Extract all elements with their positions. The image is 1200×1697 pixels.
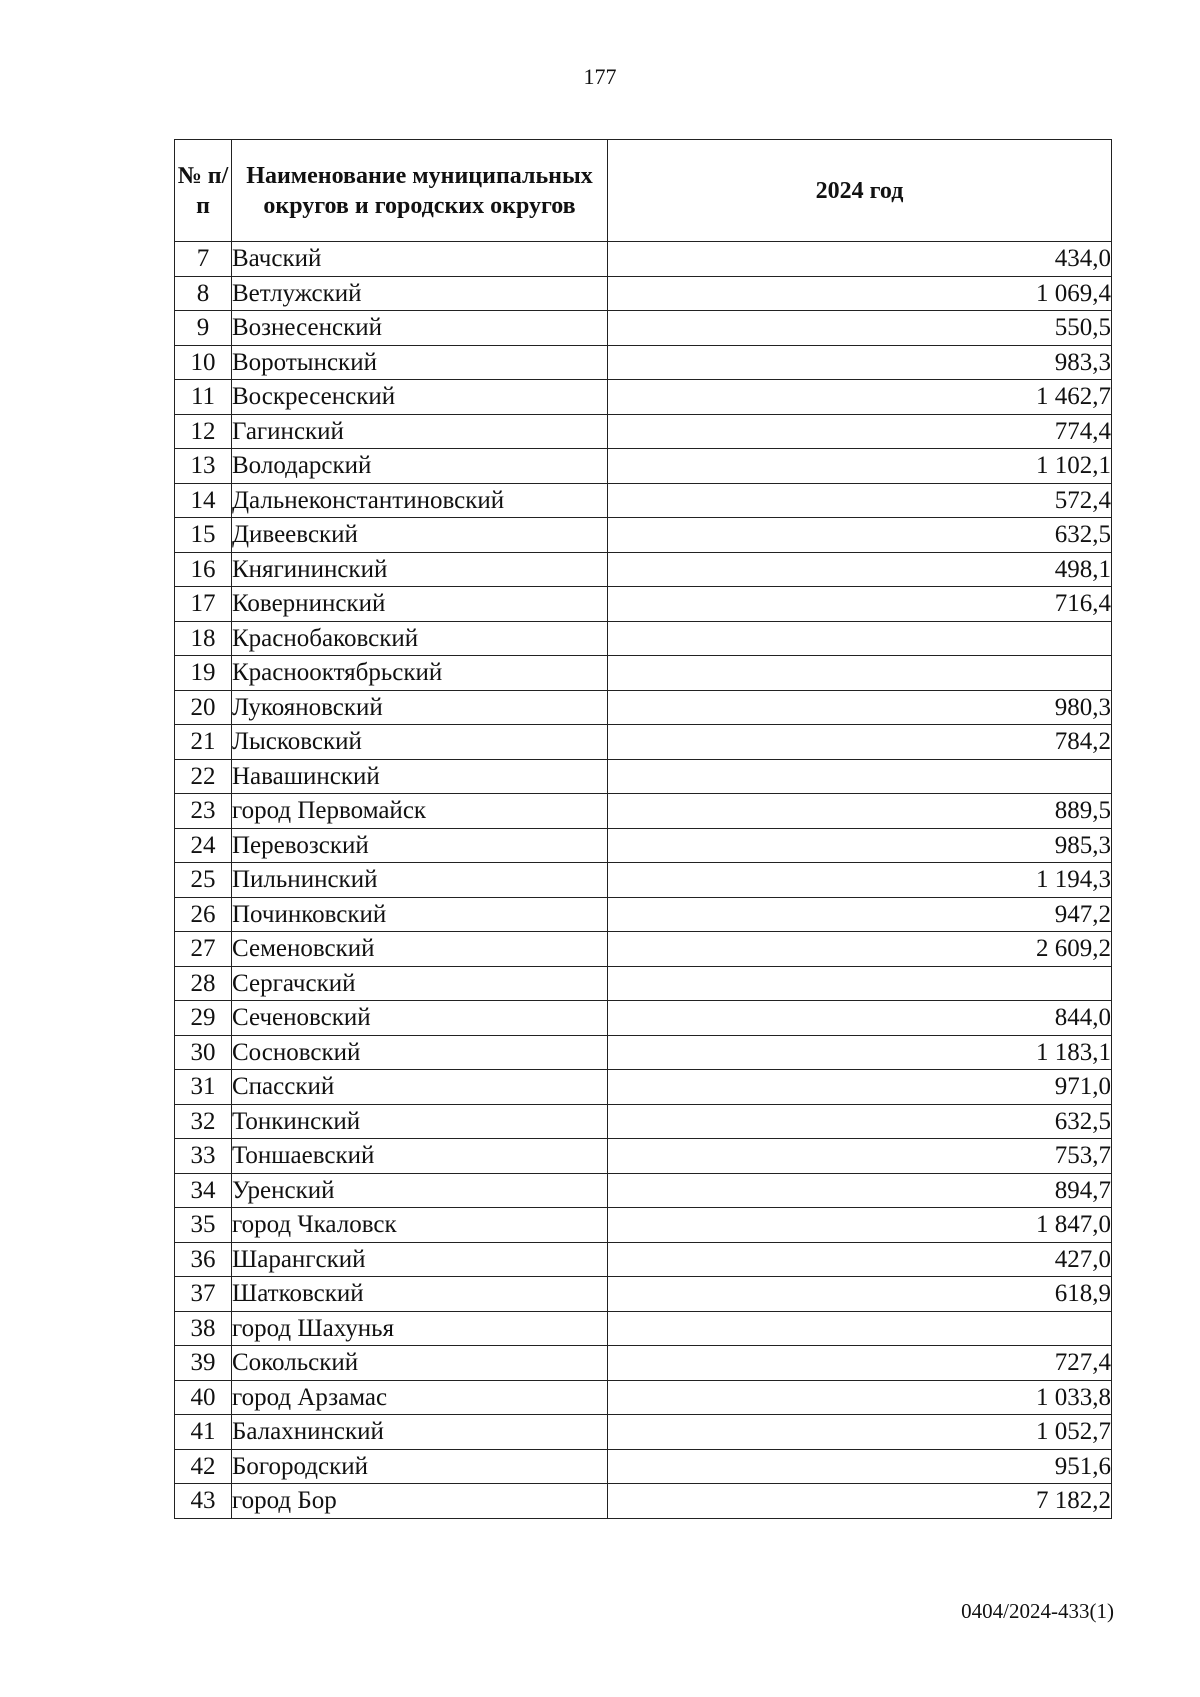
data-table [174, 139, 1112, 1519]
amount-2024: 1 052,7 [608, 1415, 1112, 1450]
row-number: 20 [175, 690, 232, 725]
district-name: Гагинский [232, 414, 608, 449]
header-name: Наименование муниципальных округов и городских округов [232, 140, 608, 242]
row-number: 39 [175, 1346, 232, 1381]
amount-2024 [608, 966, 1112, 1001]
district-name: Починковский [232, 897, 608, 932]
amount-2024: 2 609,2 [608, 932, 1112, 967]
header-number: № п/п [175, 140, 232, 242]
table-row [175, 863, 1112, 898]
table-row [175, 242, 1112, 277]
amount-2024: 618,9 [608, 1277, 1112, 1312]
district-name: Перевозский [232, 828, 608, 863]
table-row [175, 1104, 1112, 1139]
district-name: Володарский [232, 449, 608, 484]
amount-2024: 844,0 [608, 1001, 1112, 1036]
district-name: Навашинский [232, 759, 608, 794]
amount-2024 [608, 621, 1112, 656]
district-name: Шарангский [232, 1242, 608, 1277]
amount-2024 [608, 656, 1112, 691]
amount-2024: 632,5 [608, 518, 1112, 553]
amount-2024: 1 183,1 [608, 1035, 1112, 1070]
district-name: Уренский [232, 1173, 608, 1208]
district-name: город Шахунья [232, 1311, 608, 1346]
district-name: Сеченовский [232, 1001, 608, 1036]
district-name: Сосновский [232, 1035, 608, 1070]
row-number: 29 [175, 1001, 232, 1036]
amount-2024: 632,5 [608, 1104, 1112, 1139]
table-row [175, 1415, 1112, 1450]
district-name: город Арзамас [232, 1380, 608, 1415]
table-row [175, 794, 1112, 829]
amount-2024: 1 102,1 [608, 449, 1112, 484]
district-name: Шатковский [232, 1277, 608, 1312]
table-row [175, 1208, 1112, 1243]
district-name: Богородский [232, 1449, 608, 1484]
table-row [175, 621, 1112, 656]
district-name: Лысковский [232, 725, 608, 760]
table-row [175, 1070, 1112, 1105]
district-name: город Первомайск [232, 794, 608, 829]
amount-2024: 1 847,0 [608, 1208, 1112, 1243]
table-row [175, 380, 1112, 415]
amount-2024: 434,0 [608, 242, 1112, 277]
district-name: Спасский [232, 1070, 608, 1105]
row-number: 22 [175, 759, 232, 794]
row-number: 37 [175, 1277, 232, 1312]
row-number: 23 [175, 794, 232, 829]
amount-2024: 971,0 [608, 1070, 1112, 1105]
row-number: 27 [175, 932, 232, 967]
amount-2024: 716,4 [608, 587, 1112, 622]
amount-2024: 985,3 [608, 828, 1112, 863]
district-name: Пильнинский [232, 863, 608, 898]
table-row [175, 414, 1112, 449]
district-name: Лукояновский [232, 690, 608, 725]
amount-2024: 1 194,3 [608, 863, 1112, 898]
row-number: 9 [175, 311, 232, 346]
amount-2024 [608, 759, 1112, 794]
row-number: 15 [175, 518, 232, 553]
district-name: Сергачский [232, 966, 608, 1001]
amount-2024: 427,0 [608, 1242, 1112, 1277]
district-name: Краснобаковский [232, 621, 608, 656]
row-number: 43 [175, 1484, 232, 1519]
district-name: Дивеевский [232, 518, 608, 553]
amount-2024: 727,4 [608, 1346, 1112, 1381]
row-number: 14 [175, 483, 232, 518]
row-number: 24 [175, 828, 232, 863]
district-name: город Чкаловск [232, 1208, 608, 1243]
district-name: город Бор [232, 1484, 608, 1519]
amount-2024: 1 462,7 [608, 380, 1112, 415]
row-number: 7 [175, 242, 232, 277]
row-number: 35 [175, 1208, 232, 1243]
row-number: 36 [175, 1242, 232, 1277]
amount-2024: 550,5 [608, 311, 1112, 346]
district-name: Семеновский [232, 932, 608, 967]
document-code: 0404/2024-433(1) [961, 1599, 1114, 1623]
table-body [175, 242, 1112, 1519]
row-number: 19 [175, 656, 232, 691]
amount-2024: 753,7 [608, 1139, 1112, 1174]
amount-2024: 7 182,2 [608, 1484, 1112, 1519]
row-number: 41 [175, 1415, 232, 1450]
table-row [175, 1380, 1112, 1415]
table-row [175, 1449, 1112, 1484]
district-name: Балахнинский [232, 1415, 608, 1450]
table-row [175, 897, 1112, 932]
row-number: 16 [175, 552, 232, 587]
table-row [175, 345, 1112, 380]
district-name: Сокольский [232, 1346, 608, 1381]
table-row [175, 311, 1112, 346]
row-number: 31 [175, 1070, 232, 1105]
table-row [175, 587, 1112, 622]
table-row [175, 656, 1112, 691]
row-number: 26 [175, 897, 232, 932]
district-name: Ветлужский [232, 276, 608, 311]
amount-2024: 980,3 [608, 690, 1112, 725]
row-number: 42 [175, 1449, 232, 1484]
amount-2024: 1 069,4 [608, 276, 1112, 311]
district-name: Краснооктябрьский [232, 656, 608, 691]
page-number: 177 [583, 64, 617, 89]
table-row [175, 1346, 1112, 1381]
amount-2024: 572,4 [608, 483, 1112, 518]
row-number: 25 [175, 863, 232, 898]
table-row [175, 1277, 1112, 1312]
table-row [175, 1001, 1112, 1036]
district-name: Вачский [232, 242, 608, 277]
table-row [175, 1311, 1112, 1346]
table-row [175, 1484, 1112, 1519]
row-number: 17 [175, 587, 232, 622]
row-number: 33 [175, 1139, 232, 1174]
row-number: 32 [175, 1104, 232, 1139]
amount-2024 [608, 1311, 1112, 1346]
header-year: 2024 год [608, 140, 1112, 242]
row-number: 28 [175, 966, 232, 1001]
table-row [175, 966, 1112, 1001]
table-row [175, 1139, 1112, 1174]
row-number: 30 [175, 1035, 232, 1070]
table-header-row [175, 140, 1112, 242]
table-row [175, 759, 1112, 794]
table-row [175, 518, 1112, 553]
table-row [175, 828, 1112, 863]
amount-2024: 774,4 [608, 414, 1112, 449]
table-row [175, 483, 1112, 518]
district-name: Дальнеконстантиновский [232, 483, 608, 518]
row-number: 21 [175, 725, 232, 760]
row-number: 13 [175, 449, 232, 484]
table-row [175, 725, 1112, 760]
row-number: 18 [175, 621, 232, 656]
row-number: 38 [175, 1311, 232, 1346]
table-row [175, 690, 1112, 725]
row-number: 10 [175, 345, 232, 380]
table-row [175, 1242, 1112, 1277]
district-name: Воскресенский [232, 380, 608, 415]
amount-2024: 951,6 [608, 1449, 1112, 1484]
district-name: Вознесенский [232, 311, 608, 346]
table-row [175, 1173, 1112, 1208]
table-row [175, 932, 1112, 967]
district-name: Тоншаевский [232, 1139, 608, 1174]
amount-2024: 947,2 [608, 897, 1112, 932]
row-number: 40 [175, 1380, 232, 1415]
table-row [175, 1035, 1112, 1070]
district-name: Княгининский [232, 552, 608, 587]
amount-2024: 983,3 [608, 345, 1112, 380]
row-number: 34 [175, 1173, 232, 1208]
district-name: Ковернинский [232, 587, 608, 622]
table-row [175, 552, 1112, 587]
district-name: Тонкинский [232, 1104, 608, 1139]
row-number: 12 [175, 414, 232, 449]
amount-2024: 784,2 [608, 725, 1112, 760]
row-number: 8 [175, 276, 232, 311]
row-number: 11 [175, 380, 232, 415]
amount-2024: 894,7 [608, 1173, 1112, 1208]
amount-2024: 1 033,8 [608, 1380, 1112, 1415]
table-row [175, 276, 1112, 311]
amount-2024: 889,5 [608, 794, 1112, 829]
table-row [175, 449, 1112, 484]
district-name: Воротынский [232, 345, 608, 380]
amount-2024: 498,1 [608, 552, 1112, 587]
